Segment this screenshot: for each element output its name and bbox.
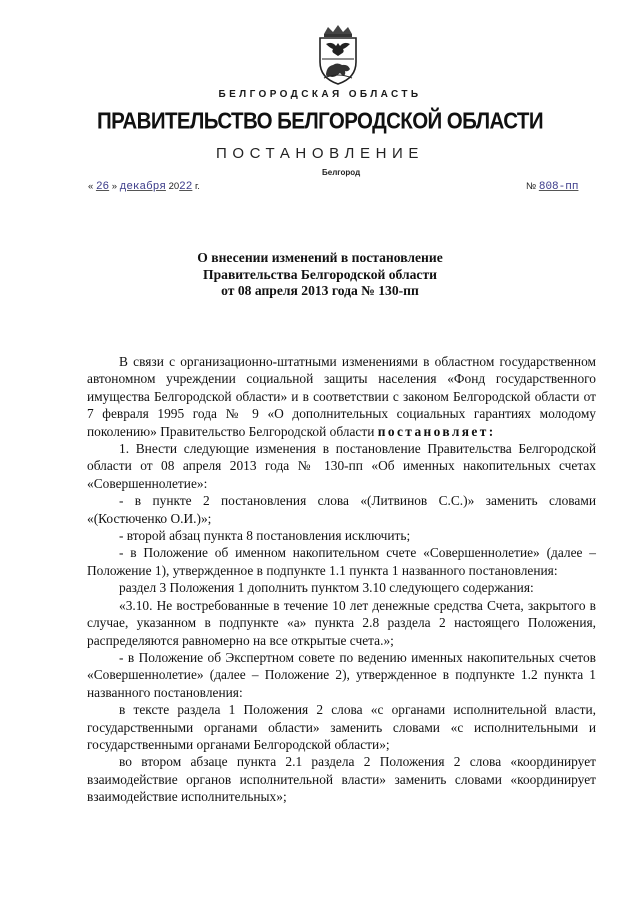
document-title (0, 250, 640, 300)
date-year-prefix: 20 (168, 181, 180, 192)
body-paragraph: во втором абзаце пункта 2.1 раздела 2 Положения 2 слова «координирует взаимодействие органов исполнительной власти» заменить словами «координирует взаимодействие исполнительных»; (87, 754, 596, 805)
number-label: № (526, 181, 537, 192)
region-name: БЕЛГОРОДСКАЯ ОБЛАСТЬ (218, 89, 422, 100)
body-paragraph: 1. Внести следующие изменения в постановление Правительства Белгородской области от 08 апреля 2013 года № 130-пп «Об именных накопительных счетах «Совершеннолетие»: (87, 441, 596, 491)
date-open-quote: « (88, 181, 94, 192)
date-year-suffix: 22 (179, 181, 193, 193)
document-body (87, 353, 596, 806)
decree-number (526, 181, 578, 193)
date-close-quote: » (111, 181, 118, 192)
document-type: ПОСТАНОВЛЕНИЕ (215, 145, 425, 162)
number-value: 808-пп (538, 181, 579, 193)
body-paragraph: - в пункте 2 постановления слова «(Литвинов С.С.)» заменить словами «(Костюченко О.И.)»; (87, 493, 596, 526)
body-paragraph (87, 353, 596, 440)
city-name: Белгород (322, 168, 361, 177)
title-line-3: от 08 апреля 2013 года № 130-пп (221, 283, 419, 298)
body-paragraph: в тексте раздела 1 Положения 2 слова «с органами исполнительной власти, государственными органами области» заменить словами «с исполнительными и государственными органами Белгородской области»; (87, 702, 596, 752)
decree-date (88, 181, 200, 193)
coat-of-arms-emblem (312, 24, 364, 86)
title-line-1: О внесении изменений в постановление (197, 250, 443, 265)
resolution-keyword: постановляет: (377, 423, 496, 439)
body-paragraph: - второй абзац пункта 8 постановления исключить; (119, 528, 411, 544)
body-text: В связи с организационно-штатными изменениями в областном государственном автономном учреждении социальной защиты населения «Фонд государственного имущества Белгородской области» и в соответствии с законом Белгородской области от 7 февраля 1995 года № 9 «О дополнительных социальных гарантиях молодому поколению» Правительство Белгородской области (87, 354, 596, 439)
date-day: 26 (95, 181, 110, 193)
date-year-unit: г. (195, 181, 200, 192)
body-paragraph: раздел 3 Положения 1 дополнить пунктом 3.10 следующего содержания: (119, 580, 534, 596)
body-paragraph: «3.10. Не востребованные в течение 10 лет денежные средства Счета, закрытого в случае, указанном в подпункте «а» пункта 2.8 раздела 2 настоящего Положения, распределяются равномерно на все открытые счета.»; (87, 597, 596, 648)
body-paragraph: - в Положение об Экспертном совете по ведению именных накопительных счетов «Совершеннолетие» (далее – Положение 2), утвержденное в подпункте 1.2 пункта 1 названного постановления: (87, 649, 596, 700)
date-month: декабря (119, 181, 166, 193)
body-paragraph: - в Положение об именном накопительном счете «Совершеннолетие» (далее – Положение 1), утвержденное в подпункте 1.1 пункта 1 названного постановления: (87, 545, 596, 578)
title-line-2: Правительства Белгородской области (203, 266, 437, 282)
government-name: ПРАВИТЕЛЬСТВО БЕЛГОРОДСКОЙ ОБЛАСТИ (97, 108, 543, 135)
